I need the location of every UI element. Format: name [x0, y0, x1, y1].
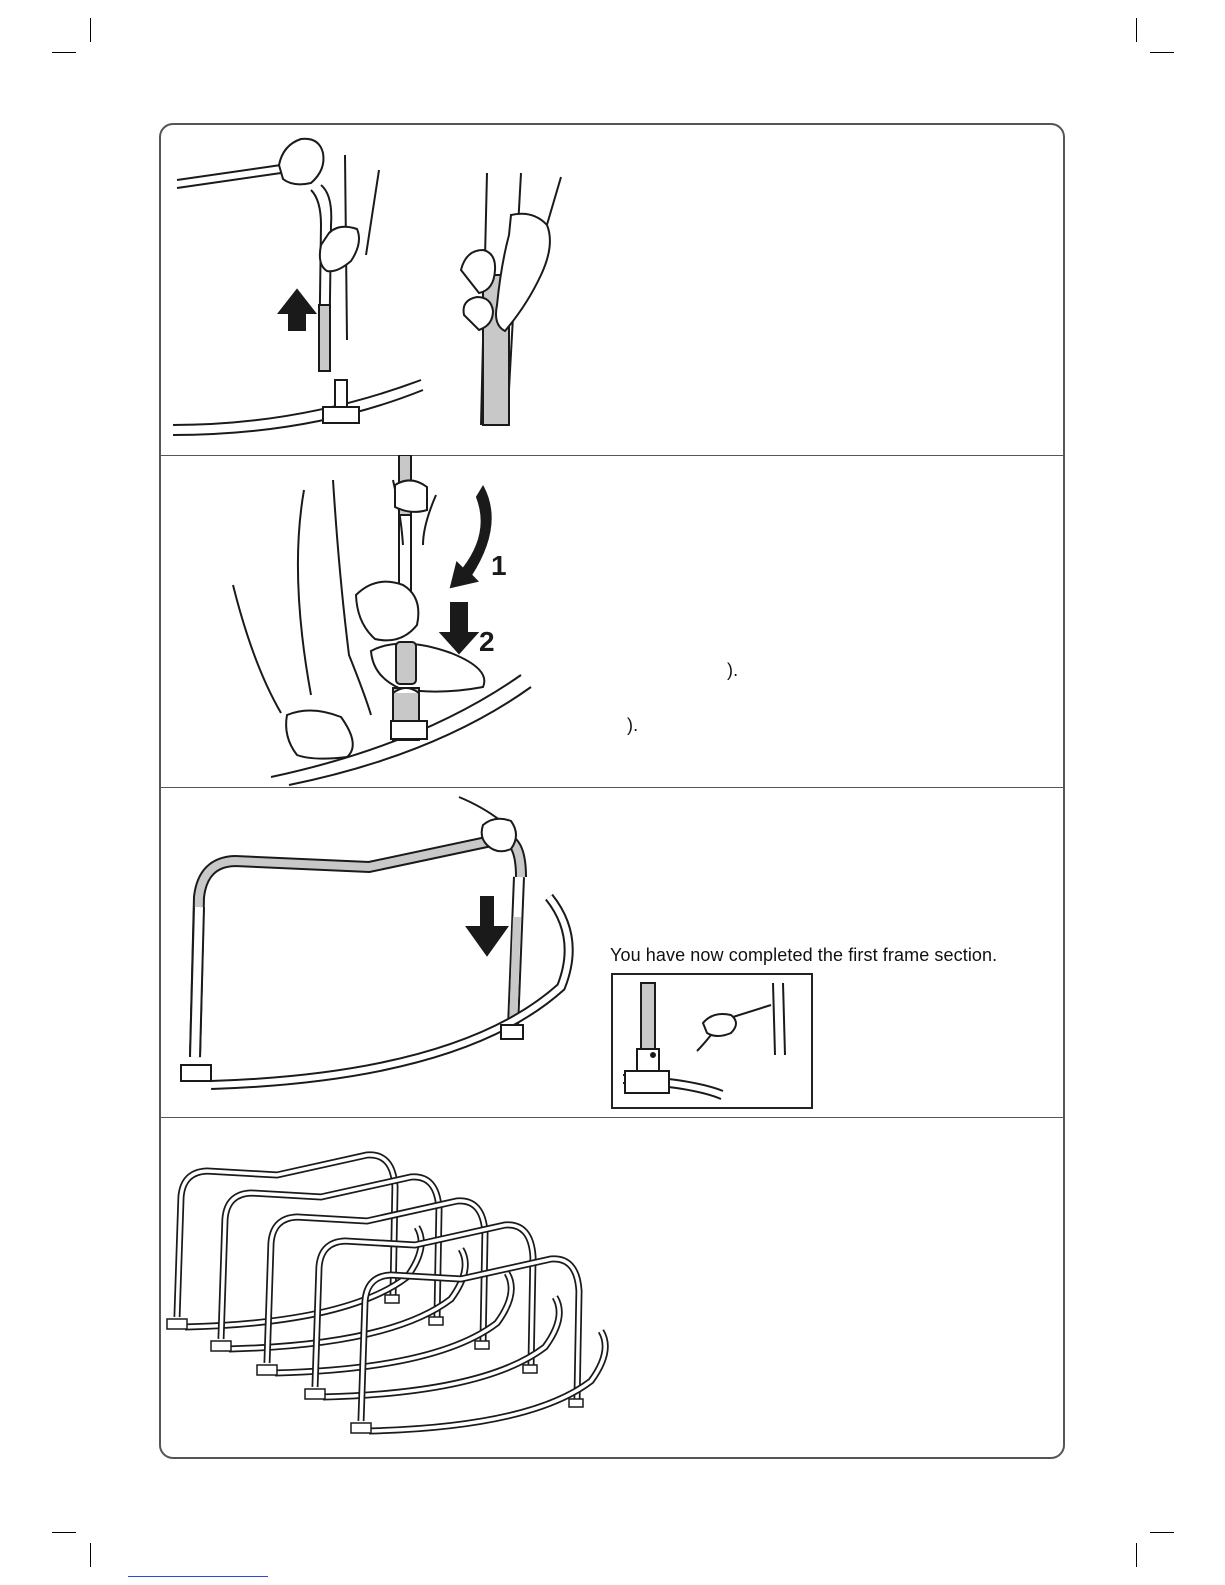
arrow-label-1: 1: [491, 550, 507, 581]
crop-mark-bottom-right-vertical: [1136, 1543, 1137, 1567]
crop-mark-top-right-vertical: [1136, 18, 1137, 42]
crop-mark-top-left-horizontal: [52, 52, 76, 53]
crop-mark-bottom-left-horizontal: [52, 1532, 76, 1533]
completion-text: You have now completed the first frame section.: [610, 945, 998, 965]
step-panel-3: [161, 787, 1063, 1117]
step-panel-4: [161, 1117, 1063, 1459]
crop-mark-top-left-vertical: [90, 18, 91, 42]
crop-mark-bottom-left-vertical: [90, 1543, 91, 1567]
crop-mark-top-right-horizontal: [1150, 52, 1174, 53]
step-2-text-paren-2: ).: [627, 715, 639, 735]
footer-link-underline: [128, 1576, 268, 1577]
inset-illustration: [613, 975, 811, 1107]
step-1-illustration: [161, 125, 1065, 455]
step-panel-1: [161, 125, 1063, 455]
step-2-illustration: [161, 455, 1065, 787]
arrow-label-2: 2: [479, 626, 495, 657]
detail-inset-image: [611, 973, 813, 1109]
step-2-text-paren-1: ).: [727, 660, 739, 680]
instruction-frame: [159, 123, 1065, 1459]
step-panel-2: [161, 455, 1063, 787]
step-4-illustration: [161, 1117, 1065, 1459]
crop-mark-bottom-right-horizontal: [1150, 1532, 1174, 1533]
